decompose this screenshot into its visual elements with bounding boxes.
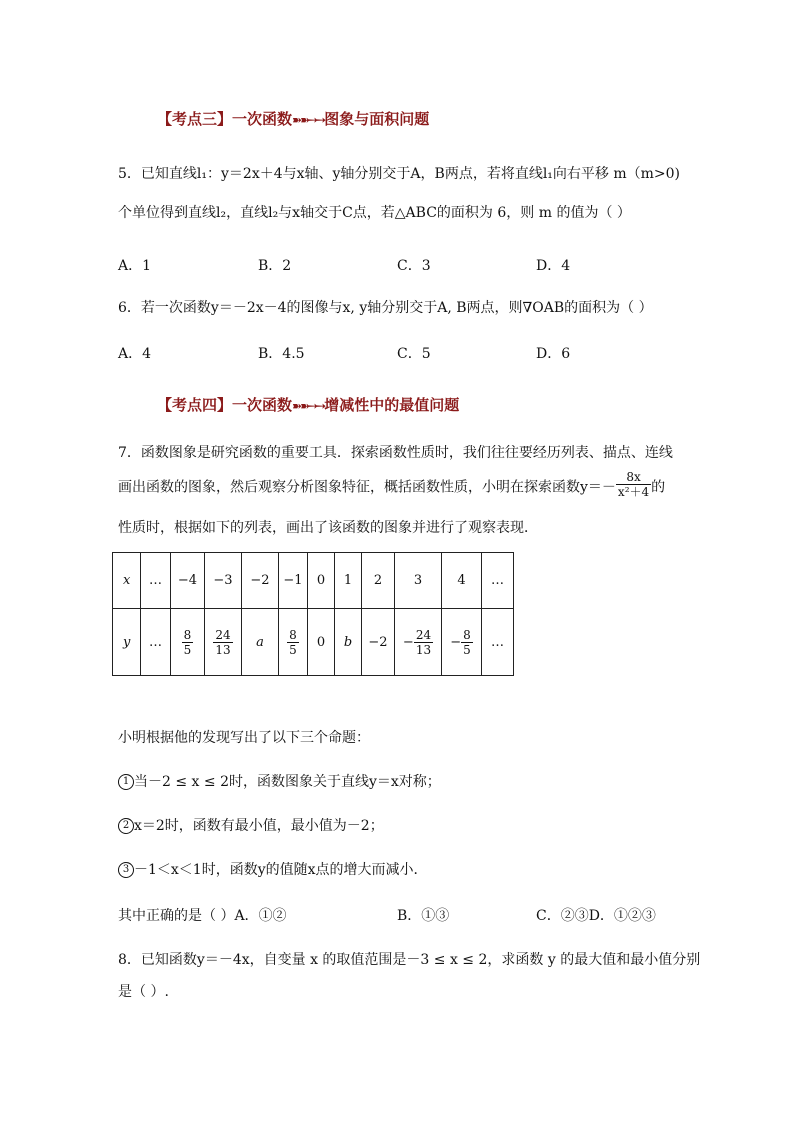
section-4-arrows-icon: ➽➽➙➙ <box>292 399 325 413</box>
section-heading-3 <box>157 108 429 129</box>
q7-fraction-numerator: 8x <box>616 470 651 485</box>
proposition-3 <box>118 860 428 880</box>
question-8-line-1: 8．已知函数y＝－4x，自变量 x 的取值范围是－3 ≤ x ≤ 2，求函数 y 的最大值和最小值分别 <box>118 952 701 968</box>
circle-number-3-icon: 3 <box>118 862 134 878</box>
question-7-line-1: 7．函数图象是研究函数的重要工具．探索函数性质时，我们往往要经历列表、描点、连线 <box>118 445 673 461</box>
q6-option-b: B．4.5 <box>258 346 305 362</box>
q7-option-cd: C．②③D．①②③ <box>536 908 656 924</box>
x-cell: 3 <box>395 553 442 609</box>
y-fraction-numerator: 24 <box>215 627 231 642</box>
question-6-line-1: 6．若一次函数y＝－2x－4的图像与x, y轴分别交于A, B两点，则∇OAB的面积为（ ） <box>118 300 653 316</box>
y-fraction-numerator: 8 <box>289 627 297 642</box>
question-5-line-1: 5．已知直线l₁：y＝2x＋4与x轴、y轴分别交于A，B两点，若将直线l₁向右平移 m（m>0) <box>118 166 681 182</box>
x-cell: … <box>141 553 171 609</box>
y-label-cell: y <box>113 609 141 676</box>
y-fraction-denominator: 5 <box>289 642 297 657</box>
y-cell <box>171 609 205 676</box>
proposition-1 <box>118 772 441 792</box>
y-cell <box>395 609 442 676</box>
q7-option-a: ①② <box>258 908 287 924</box>
section-3-arrows-icon: ➽➽➙➙ <box>292 113 325 127</box>
q5-option-a: A．1 <box>118 258 152 274</box>
y-cell <box>442 609 482 676</box>
section-3-label: 【考点三】一次函数 <box>157 110 293 128</box>
y-fraction-numerator: 8 <box>183 627 192 642</box>
q7-line-2-text: 画出函数的图象，然后观察分析图象特征，概括函数性质，小明在探索函数y＝－ <box>118 479 616 496</box>
x-label-cell: x <box>113 553 141 609</box>
y-cell: a <box>242 609 279 676</box>
q7-intro: 小明根据他的发现写出了以下三个命题： <box>118 730 370 746</box>
y-fraction <box>461 628 473 657</box>
q7-function-fraction <box>616 470 651 499</box>
x-cell: 0 <box>308 553 335 609</box>
y-cell: −2 <box>362 609 395 676</box>
proposition-2 <box>118 816 384 836</box>
q6-option-c: C．5 <box>397 346 431 362</box>
q6-option-a: A．4 <box>118 346 152 362</box>
y-cell: … <box>482 609 514 676</box>
proposition-3-text: －1＜x＜1时，函数y的值随x点的增大而减小． <box>134 862 428 878</box>
x-cell: 1 <box>335 553 362 609</box>
x-cell: … <box>482 553 514 609</box>
y-fraction-denominator: 5 <box>183 642 192 657</box>
q7-answer-line <box>118 906 287 926</box>
y-sign: − <box>450 634 462 650</box>
x-cell: −2 <box>242 553 279 609</box>
x-cell: −1 <box>279 553 308 609</box>
q6-option-d: D．6 <box>536 346 571 362</box>
proposition-1-text: 当－2 ≤ x ≤ 2时，函数图象关于直线y＝x对称； <box>134 774 441 790</box>
circle-number-2-icon: 2 <box>118 818 134 834</box>
y-fraction <box>213 628 232 657</box>
q7-option-b: B．①③ <box>397 908 450 924</box>
question-5-line-2: 个单位得到直线l₂，直线l₂与x轴交于C点，若△ABC的面积为 6，则 m 的值为（ ） <box>118 205 631 221</box>
x-cell: 4 <box>442 553 482 609</box>
circle-number-1-icon: 1 <box>118 774 134 790</box>
table-row-y <box>113 609 514 676</box>
question-7-line-3: 性质时，根据如下的列表，画出了该函数的图象并进行了观察表现． <box>118 520 538 536</box>
table-row-x <box>113 553 514 609</box>
section-4-label: 【考点四】一次函数 <box>157 396 293 414</box>
x-cell: −3 <box>205 553 242 609</box>
y-fraction-numerator: 24 <box>415 627 432 642</box>
q7-line-2-end: 的 <box>651 479 666 496</box>
y-cell <box>205 609 242 676</box>
y-cell: 0 <box>308 609 335 676</box>
section-4-topic: 增减性中的最值问题 <box>324 396 460 414</box>
y-fraction <box>287 628 299 657</box>
y-fraction-denominator: 13 <box>415 642 432 657</box>
y-fraction-denominator: 13 <box>215 642 231 657</box>
y-sign: − <box>402 634 414 650</box>
y-fraction <box>182 628 194 657</box>
y-fraction-denominator: 5 <box>463 642 471 657</box>
y-cell <box>279 609 308 676</box>
y-fraction <box>414 628 433 657</box>
y-cell: … <box>141 609 171 676</box>
y-fraction-numerator: 8 <box>463 627 471 642</box>
x-cell: −4 <box>171 553 205 609</box>
section-3-topic: 图象与面积问题 <box>324 110 430 128</box>
q5-option-c: C．3 <box>397 258 431 274</box>
proposition-2-text: x＝2时，函数有最小值，最小值为－2； <box>134 818 384 834</box>
question-8-line-2: 是（ ）. <box>118 984 169 1000</box>
x-cell: 2 <box>362 553 395 609</box>
q7-fraction-denominator: x²＋4 <box>617 485 650 499</box>
q7-answer-prefix: 其中正确的是（ ）A． <box>118 908 259 924</box>
value-table <box>112 552 514 676</box>
q5-option-b: B．2 <box>258 258 292 274</box>
y-cell: b <box>335 609 362 676</box>
question-7-line-2 <box>118 470 666 499</box>
q5-option-d: D．4 <box>536 258 571 274</box>
section-heading-4 <box>157 394 459 415</box>
